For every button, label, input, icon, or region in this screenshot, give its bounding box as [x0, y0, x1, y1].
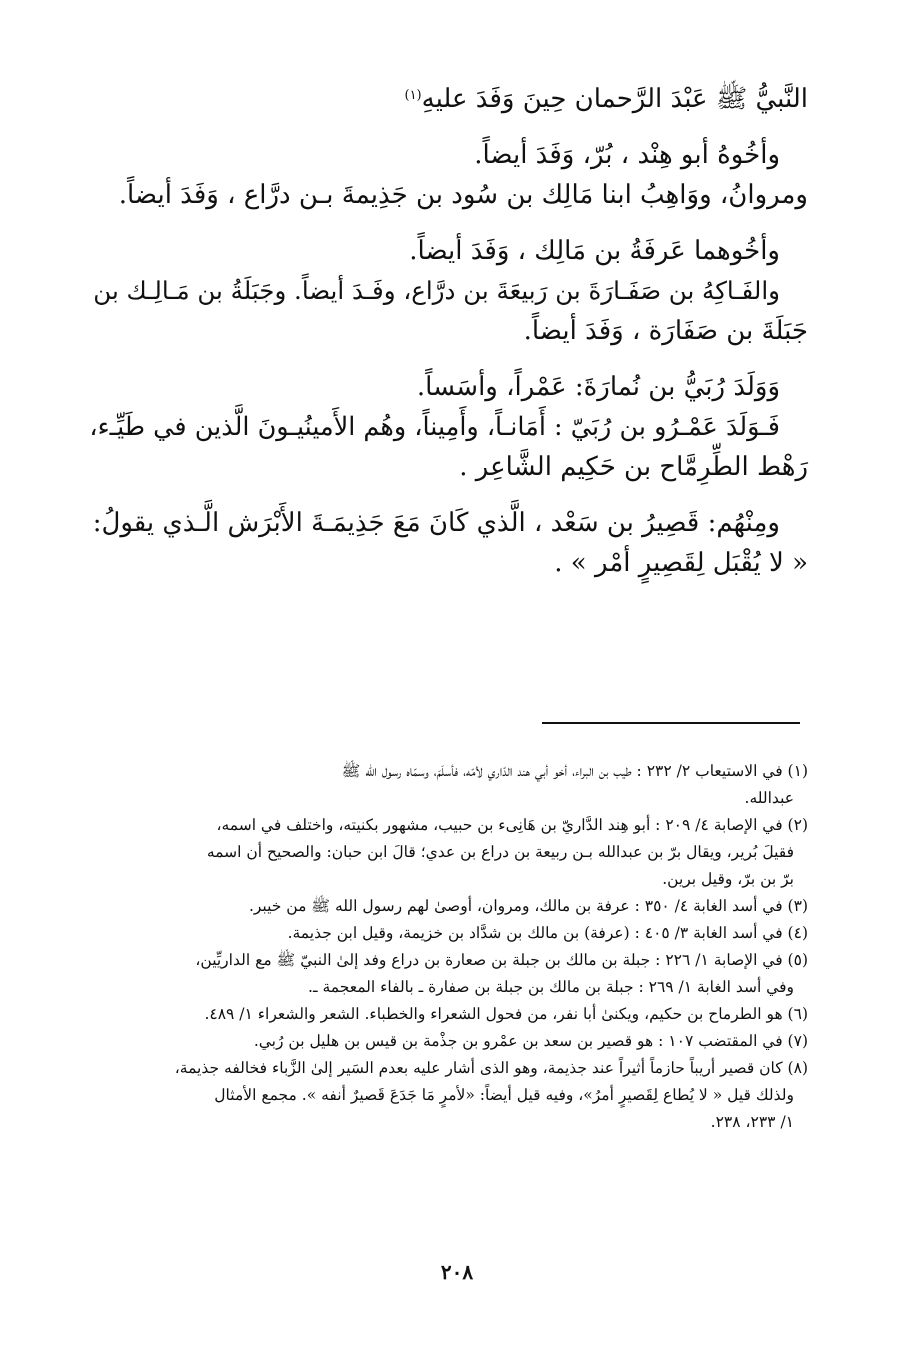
footnote-line: ولذلك قيل « لا يُطاع لِقَصيرٍ أمرُ»، وفيه قيل أيضاً: «لأمرٍ مَا جَدَعَ قَصيرٌ أنفه ». مجمع الأمثال — [214, 1086, 794, 1104]
footnote-line: (٢) في الإصابة ٤/ ٢٠٩ : أبو هِند الدَّاريّ بن هَانِىء بن حبيب، مشهور بكنيته، واختلف في اسمه، — [216, 816, 808, 834]
footnote-5 — [96, 947, 808, 1001]
footnote-separator — [542, 722, 800, 724]
text-line: وأخُوهما عَرفَةُ بن مَالِك ، وَفَدَ أيضاً. — [409, 236, 780, 266]
text-line: النَّبيُّ ﷺ عَبْدَ الرَّحمان حِينَ وَفَدَ عليهِ$^{(١)}$ — [404, 84, 808, 114]
text-line: فَـوَلَدَ عَمْـرُو بن رُبَيّ : أَمَانـاً، وأَمِيناً، وهُم الأَمينُيـونَ الَّذين في طَيِّـء، — [89, 412, 780, 442]
footnote-line: (٤) في أسد الغابة ٣/ ٤٠٥ : (عرفة) بن مالك بن شدَّاد بن خزيمة، وقيل ابن جذيمة. — [287, 924, 808, 942]
footnote-line: (٨) كان قصير أريباً حازماً أثيراً عند جذيمة، وهو الذى أشار عليه بعدم السَير إلىٰ الزَّباء فخالفه جذيمة، — [174, 1059, 808, 1077]
page-number: ٢٠٨ — [440, 1260, 474, 1284]
footnote-3 — [96, 893, 808, 920]
text-line: والفَـاكِهُ بن صَفَـارَةَ بن رَبيعَةَ بن درَّاع، وفَـدَ أيضاً. وجَبَلَةُ بن مَـالِـك بن — [93, 276, 780, 305]
text-line: وأخُوهُ أبو هِنْد ، بُرّ، وَفَدَ أيضاً. — [474, 140, 780, 170]
text-line: وَوَلَدَ رُبَيُّ بن نُمارَةَ: عَمْراً، وأسَساً. — [416, 372, 780, 402]
footnote-line: وفي أسد الغابة ١/ ٢٦٩ : جبلة بن مالك بن جبلة بن صفارة ـ بالفاء المعجمة ـ. — [308, 978, 794, 996]
footnote-line: فقيلَ بُرير، ويقال برّ بن عبدالله بـن ربيعة بن دراع بن عدي؛ قالَ ابن حبان: والصحيح أن اسمه — [206, 843, 794, 861]
footnote-7 — [96, 1028, 808, 1055]
footnote-4 — [96, 920, 808, 947]
footnote-8 — [96, 1055, 808, 1136]
main-text — [86, 76, 808, 583]
footnote-ref[interactable]: (١) — [404, 88, 422, 103]
text-line: ومروانُ، ووَاهِبُ ابنا مَالِك بن سُود بن جَذِيمةَ بـن درَّاع ، وَفَدَ أيضاً. — [118, 180, 808, 210]
text-line: « لا يُقْبَل لِقَصِيرٍ أمْر » . — [554, 548, 808, 578]
footnote-line: عبدالله. — [744, 789, 794, 807]
footnote-1 — [96, 758, 808, 812]
text-line: رَهْط الطِّرِمَّاح بن حَكِيم الشَّاعِر . — [459, 452, 808, 482]
footnote-line: (٦) هو الطرماح بن حكيم، ويكنىٰ أبا نفر، من فحول الشعراء والخطباء. الشعر والشعراء ١/ ٤٨٩. — [204, 1005, 808, 1023]
footnotes — [96, 758, 808, 1136]
footnote-line: (١) في الاستيعاب ٢/ ٢٣٢ : طيب بن البراء، أخو أبي هند الدّاري لأمّه، فأسلَمَ، وسمّاه رسول الله ﷺ — [341, 762, 808, 780]
footnote-line: (٧) في المقتضب ١٠٧ : هو قصير بن سعد بن عمْرو بن جذْمة بن قيس بن هليل بن رُبي. — [253, 1032, 808, 1050]
footnote-line: برّ بن برّ، وقيل برين. — [662, 870, 794, 888]
footnote-line: (٣) في أسد الغابة ٤/ ٣٥٠ : عرفة بن مالك، ومروان، أوصىٰ لهم رسول الله ﷺ من خيبر. — [248, 897, 808, 915]
footnote-line: (٥) في الإصابة ١/ ٢٢٦ : جبلة بن مالك بن جبلة بن صعارة بن دراع وفد إلىٰ النبيّ ﷺ مع الداريِّين، — [195, 951, 808, 969]
text-line: ومِنْهُم: قَصِيرُ بن سَعْد ، الَّذي كَانَ مَعَ جَذِيمَـةَ الأَبْرَش الَّـذي يقولُ: — [92, 508, 780, 538]
footnote-line: ١/ ٢٣٣، ٢٣٨. — [710, 1113, 794, 1131]
text-line: جَبَلَةَ بن صَفَارَة ، وَفَدَ أيضاً. — [523, 316, 808, 346]
footnote-6 — [96, 1001, 808, 1028]
footnote-2 — [96, 812, 808, 893]
